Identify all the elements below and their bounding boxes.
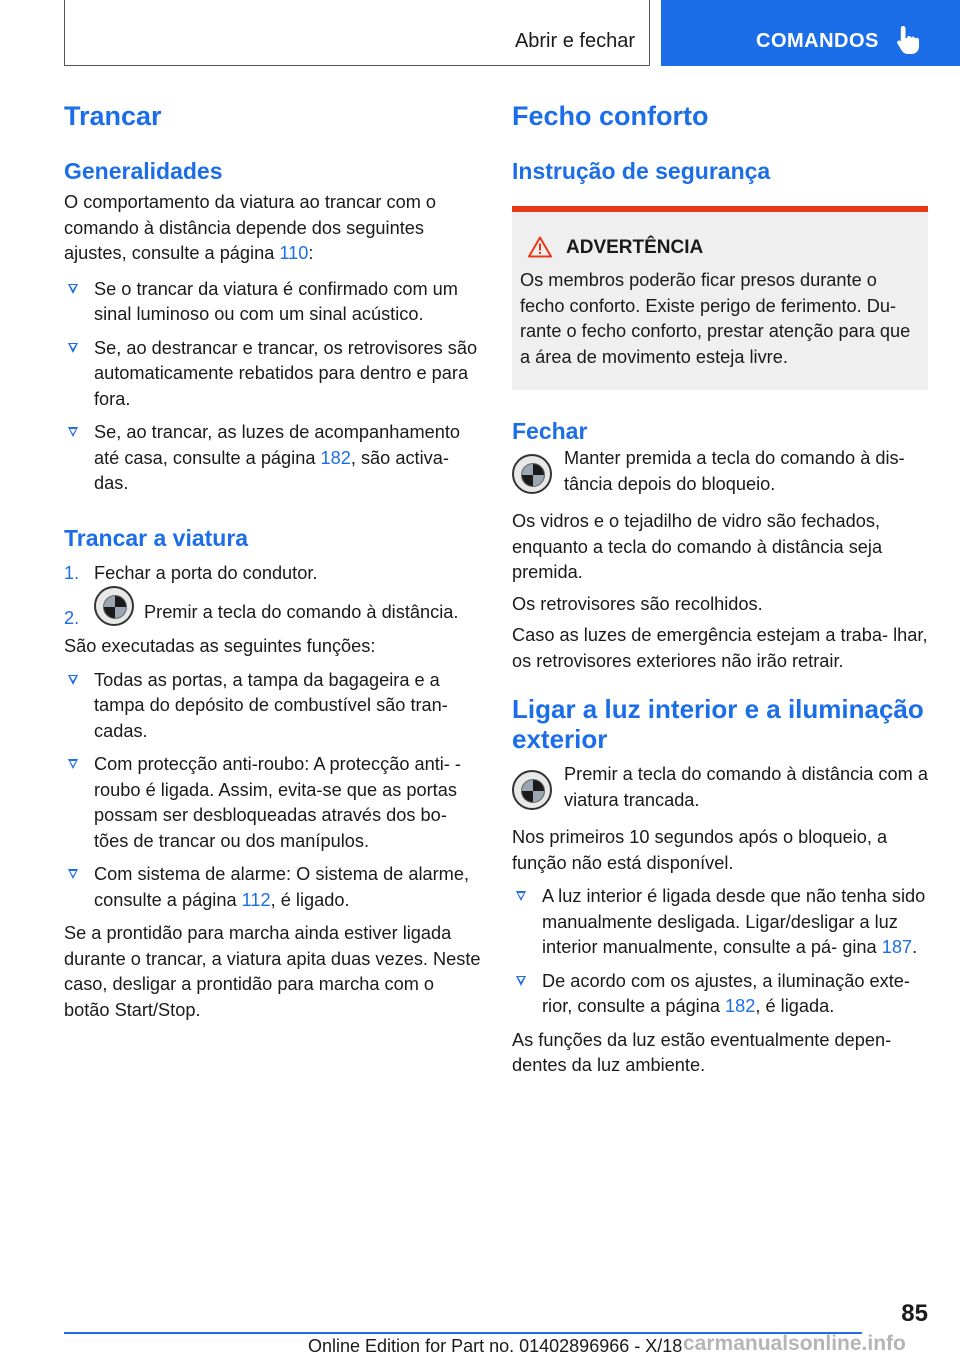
heading-generalidades: Generalidades bbox=[64, 158, 223, 184]
bullet-text: , é ligada. bbox=[755, 996, 835, 1016]
luz-instruction: Premir a tecla do comando à distância com a viatura trancada. bbox=[564, 764, 928, 810]
list-item bbox=[64, 752, 482, 854]
warning-title-text: ADVERTÊNCIA bbox=[566, 237, 704, 258]
fechar-p1: Os vidros e o tejadilho de vidro são fechados, enquanto a tecla do comando à distância seja premida. bbox=[512, 511, 883, 582]
warning-text: Os membros poderão ficar presos durante o fecho conforto. Existe perigo de ferimento. Du- rante o fecho conforto, prestar atenção para que a área de movimento esteja livre. bbox=[520, 270, 911, 367]
intro-colon: : bbox=[308, 243, 314, 263]
fechar-p3: Caso as luzes de emergência estejam a traba- lhar, os retrovisores exteriores não irão retrair. bbox=[512, 625, 928, 671]
bullet-text: . bbox=[912, 937, 918, 957]
page-link-187[interactable]: 187 bbox=[881, 937, 913, 957]
fechar-instruction: Manter premida a tecla do comando à dis- tância depois do bloqueio. bbox=[564, 448, 905, 494]
step-number: 2. bbox=[64, 608, 80, 628]
step-number: 1. bbox=[64, 562, 80, 583]
list-item bbox=[64, 668, 482, 745]
section-title-trancar: Trancar bbox=[64, 101, 162, 131]
remote-key-icon bbox=[512, 454, 552, 494]
bullet-text: , é ligado. bbox=[270, 889, 350, 910]
fechar-icon-row bbox=[512, 446, 928, 497]
list-item bbox=[512, 969, 928, 1020]
triangle-bullet-icon bbox=[68, 759, 78, 769]
page-link-182[interactable]: 182 bbox=[320, 447, 351, 468]
luz-icon-row bbox=[512, 762, 928, 813]
section-title-fecho-conforto: Fecho conforto bbox=[512, 101, 709, 131]
funcoes-intro: São executadas as seguintes funções: bbox=[64, 636, 376, 657]
heading-fechar: Fechar bbox=[512, 418, 588, 444]
triangle-bullet-icon bbox=[68, 869, 78, 879]
bullet-text: Se o trancar da viatura é confirmado com um sinal luminoso ou com um sinal acústico. bbox=[94, 278, 458, 324]
page-number: 85 bbox=[901, 1300, 928, 1327]
bullet-text: Com protecção anti-roubo: A protecção anti- -roubo é ligada. Assim, evita-se que as portas possam ser desbloqueadas através dos bo- tões de trancar ou dos manípulos. bbox=[94, 754, 461, 851]
triangle-bullet-icon bbox=[516, 891, 526, 901]
heading-trancar-viatura: Trancar a viatura bbox=[64, 524, 249, 551]
bullet-text: , são activa- das. bbox=[94, 447, 449, 493]
warning-box bbox=[512, 206, 928, 390]
page-link-112[interactable]: 112 bbox=[241, 889, 271, 910]
watermark: carmanualsonline.info bbox=[683, 1332, 906, 1355]
header-section-title: Abrir e fechar bbox=[514, 30, 635, 52]
step-1 bbox=[64, 561, 482, 587]
page-link-182[interactable]: 182 bbox=[725, 996, 756, 1016]
triangle-bullet-icon bbox=[68, 427, 78, 437]
luz-closing: As funções da luz estão eventualmente depen- dentes da luz ambiente. bbox=[512, 1029, 892, 1075]
left-column bbox=[64, 100, 482, 1023]
right-column bbox=[512, 100, 928, 1079]
triangle-bullet-icon bbox=[68, 675, 78, 685]
list-item bbox=[64, 420, 482, 497]
triangle-bullet-icon bbox=[68, 284, 78, 294]
pointing-hand-icon bbox=[894, 24, 922, 56]
footer-edition: Online Edition for Part no. 01402896966 - X/18 bbox=[308, 1336, 683, 1356]
header-section-box bbox=[64, 0, 650, 66]
heading-instrucao-seguranca: Instrução de segurança bbox=[512, 158, 771, 184]
warning-triangle-icon bbox=[528, 236, 552, 258]
triangle-bullet-icon bbox=[516, 976, 526, 986]
list-item bbox=[64, 336, 482, 413]
step-2 bbox=[64, 600, 482, 626]
bullet-text: Com sistema de alarme: O sistema de alarme, consulte a página bbox=[94, 864, 469, 910]
fechar-p2: Os retrovisores são recolhidos. bbox=[512, 593, 763, 614]
bullet-text: A luz interior é ligada desde que não tenha sido manualmente desligada. Ligar/desligar a luz interior manualmente, consulte a pá- gina bbox=[542, 886, 926, 957]
section-title-luz: Ligar a luz interior e a iluminação exterior bbox=[512, 694, 924, 754]
generalidades-intro bbox=[64, 190, 482, 267]
bullet-text: Se, ao destrancar e trancar, os retrovisores são automaticamente rebatidos para dentro e para fora. bbox=[94, 337, 478, 409]
header-chapter-title: COMANDOS bbox=[756, 30, 879, 52]
luz-p1: Nos primeiros 10 segundos após o bloqueio, a função não está disponível. bbox=[512, 827, 888, 873]
page-link-110[interactable]: 110 bbox=[279, 243, 309, 263]
list-item bbox=[512, 884, 928, 961]
remote-key-icon bbox=[94, 586, 134, 626]
step-text: Fechar a porta do condutor. bbox=[94, 562, 318, 583]
list-item bbox=[64, 862, 482, 913]
trancar-closing: Se a prontidão para marcha ainda estiver ligada durante o trancar, a viatura apita duas vezes. Neste caso, desligar a prontidão para marcha com o botão Start/Stop. bbox=[64, 923, 481, 1020]
bullet-text: Se, ao trancar, as luzes de acompanhamento até casa, consulte a página bbox=[94, 422, 460, 468]
triangle-bullet-icon bbox=[68, 343, 78, 353]
bullet-text: De acordo com os ajustes, a iluminação exte- rior, consulte a página bbox=[542, 970, 910, 1016]
intro-text: O comportamento da viatura ao trancar com o comando à distância depende dos seguintes ajustes, consulte a página bbox=[64, 192, 437, 263]
header-chapter-tab[interactable] bbox=[661, 0, 960, 66]
bullet-text: Todas as portas, a tampa da bagageira e a tampa do depósito de combustível são tran- cadas. bbox=[94, 669, 448, 741]
warning-title bbox=[520, 236, 920, 260]
list-item bbox=[64, 277, 482, 328]
step-text: Premir a tecla do comando à distância. bbox=[144, 602, 459, 622]
remote-key-icon bbox=[512, 770, 552, 810]
